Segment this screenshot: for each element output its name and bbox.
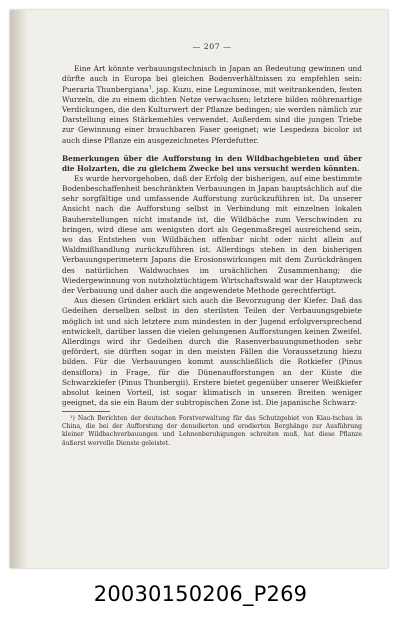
body-paragraph-2: Aus diesen Gründen erklärt sich auch die Bevorzugung der Kiefer. Daß das Gedeihen derselben selbst in den sterilsten Teilen der Verbauungsgebiete möglich ist und sich letztere zum mindesten in der Jugend erfolgversprechend entwickelt, darüber lassen die vielen gelungenen Aufforstungen keinen Zweifel. Allerdings wird ihr Gedeihen durch die Rasenverbauungsmethoden sehr gefördert, sie dürften sogar in den meisten Fällen die Voraussetzung hiezu bilden. Für die Verbauungen kommt ausschließlich die Rotkiefer (Pinus densiflora) in Frage, für die Dünenaufforstungen an der Küste die Schwarzkiefer (Pinus Thunbergii). Erstere bietet gegenüber unserer Weißkiefer absolut keinen Vorteil, ist sogar klimatisch in unseren Breiten weniger geeignet, da sie ein Baum der subtropischen Zone ist. Die japanische Schwarz-	[62, 296, 362, 408]
footnote-marker: 1	[148, 84, 152, 91]
intro-paragraph	[62, 64, 362, 146]
image-caption-id: 20030150206_P269	[93, 582, 308, 606]
intro-paragraph-text: Eine Art könnte verbauungstechnisch in Japan an Bedeutung gewinnen und dürfte auch in Europa bei gleichen Bodenverhältnissen zu empfehlen sein: Pueraria Thunbergiana	[62, 64, 362, 94]
page-number: — 207 —	[192, 42, 232, 51]
scanned-book-page	[10, 10, 388, 568]
page-content	[62, 42, 362, 448]
section-heading: Bemerkungen über die Aufforstung in den Wildbachgebieten und über die Holzarten, die zu gleichem Zwecke bei uns versucht werden könnten.	[62, 153, 362, 173]
footnote: ¹) Nach Berichten der deutschen Forstverwaltung für das Schutzgebiet von Kiau-tschau in China, die bei der Aufforstung der denudierten und erodierten Berghänge zur Ausführung kleiner Wildbachverbauungen und Lehnenberuhigungen schreiten muß, hat diese Pflanze äußerst wervolle Dienste geleistet.	[62, 414, 362, 447]
body-paragraph-1: Es wurde hervorgehoben, daß der Erfolg der bisherigen, auf eine bestimmte Bodenbeschaffenheit beschränkten Verbauungen in Japan hauptsächlich auf die sehr sorgfältige und umfassende Aufforstung zurückzuführen ist. Da unserer Ansicht nach die Aufforstung selbst in Verbindung mit einzelnen lokalen Bauherstellungen nicht imstande ist, die Wildbäche zum Verschwinden zu bringen, wird diese am wenigsten dort als Gegenmaßregel ausreichend sein, wo das Entstehen von Wildbächen offenbar nicht oder nicht allein auf Waldmißhandlung zurückzuführen ist. Allerdings stehen in den bisherigen Verbauungsperimetern Japans die Erosionswirkungen mit dem Zurückdrängen des natürlichen Waldwuchses im ursächlichen Zusammenhang; die Wiedergewinnung von nutzholztüchtigem Wirtschaftswald war der Hauptzweck der Verbauung und daher auch die angewendete Methode gerechtfertigt.	[62, 173, 362, 296]
intro-paragraph-text-cont: , jap. Kuzu, eine Leguminose, mit weitrankenden, festen Wurzeln, die zu einem dichten Netze verwachsen; letztere bilden möhrenartige Verdickungen, die den Kulturwert der Pflanze bedingen; sie werden nämlich zur Darstellung eines Stärkemehles verwendet. Außerdem sind die jungen Triebe zur Gewinnung einer brauchbaren Faser geeignet; wie Lespedeza bicolor ist auch diese Pflanze ein ausgezeichnetes Pferdefutter.	[62, 84, 362, 145]
footnote-divider	[62, 411, 110, 412]
page-binding-shadow	[10, 10, 28, 568]
